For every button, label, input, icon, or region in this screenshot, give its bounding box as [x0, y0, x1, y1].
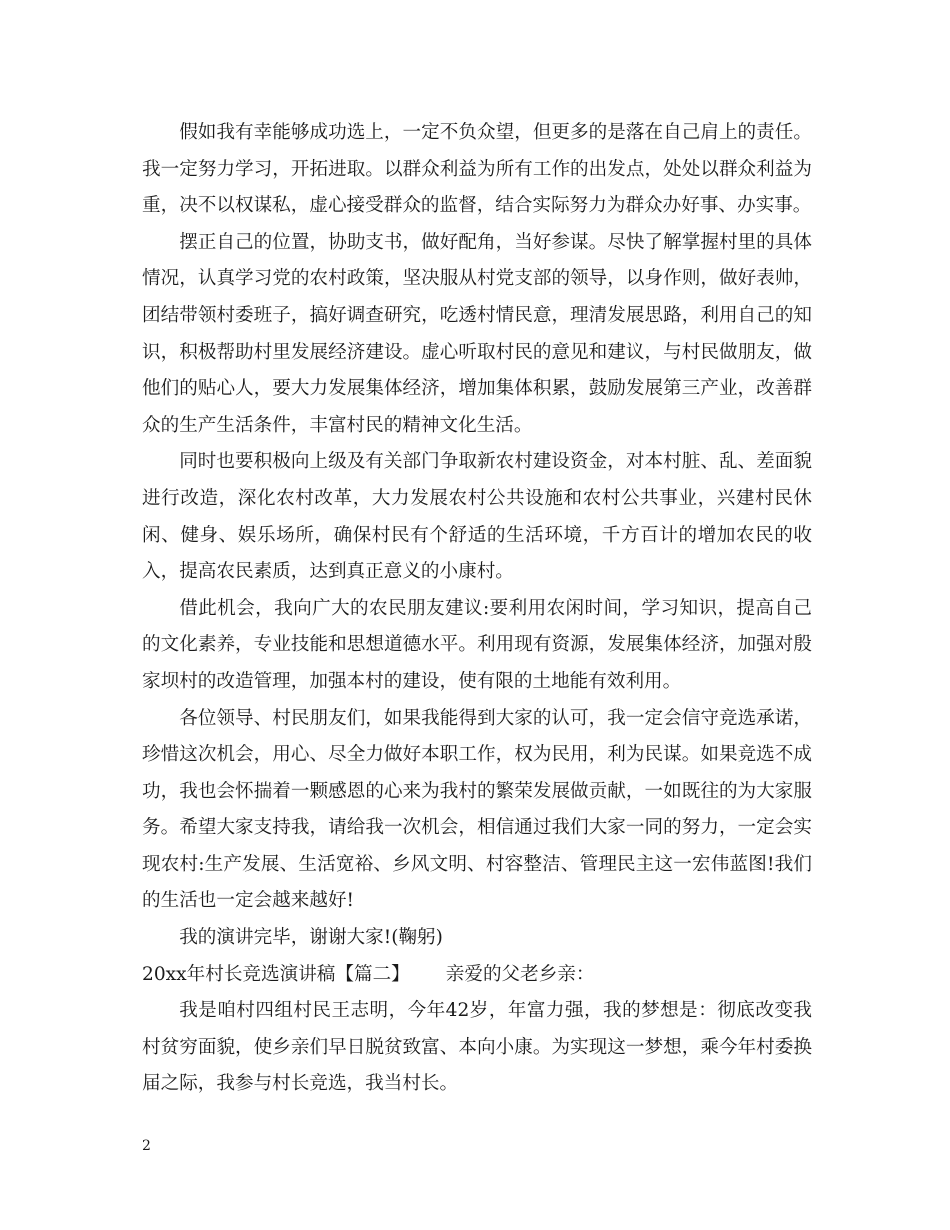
document-body	[142, 115, 812, 1103]
page-number: 2	[142, 1138, 151, 1154]
paragraph: 我的演讲完毕，谢谢大家!(鞠躬)	[179, 927, 443, 949]
paragraph: 假如我有幸能够成功选上，一定不负众望，但更多的是落在自己肩上的责任。我一定努力学习，开拓进取。以群众利益为所有工作的出发点，处处以群众利益为重，决不以权谋私，虚心接受群众的监督，结合实际努力为群众办好事、办实事。	[142, 122, 812, 217]
paragraph: 各位领导、村民朋友们，如果我能得到大家的认可，我一定会信守竞选承诺，珍惜这次机会，用心、尽全力做好本职工作，权为民用，利为民谋。如果竞选不成功，我也会怀揣着一颗感恩的心来为我村的繁荣发展做贡献，一如既往的为大家服务。希望大家支持我，请给我一次机会，相信通过我们大家一同的努力，一定会实现农村:生产发展、生活宽裕、乡风文明、村容整洁、管理民主这一宏伟蓝图!我们的生活也一定会越来越好!	[142, 707, 812, 912]
paragraph: 借此机会，我向广大的农民朋友建议:要利用农闲时间，学习知识，提高自己的文化素养，专业技能和思想道德水平。利用现有资源，发展集体经济，加强对殷家坝村的改造管理，加强本村的建设，使有限的土地能有效利用。	[142, 597, 812, 692]
paragraph: 我是咱村四组村民王志明，今年42岁，年富力强，我的梦想是：彻底改变我村贫穷面貌，使乡亲们早日脱贫致富、本向小康。为实现这一梦想，乘今年村委换届之际，我参与村长竞选，我当村长。	[142, 1000, 812, 1095]
paragraph: 同时也要积极向上级及有关部门争取新农村建设资金，对本村脏、乱、差面貌进行改造，深化农村改革，大力发展农村公共设施和农村公共事业，兴建村民休闲、健身、娱乐场所，确保村民有个舒适的生活环境，千方百计的增加农民的收入，提高农民素质，达到真正意义的小康村。	[142, 451, 812, 583]
section-heading-line	[142, 957, 812, 994]
salutation: 亲爱的父老乡亲：	[445, 963, 595, 985]
paragraph: 摆正自己的位置，协助支书，做好配角，当好参谋。尽快了解掌握村里的具体情况，认真学习党的农村政策，坚决服从村党支部的领导，以身作则，做好表帅，团结带领村委班子，搞好调查研究，吃透村情民意，理清发展思路，利用自己的知识，积极帮助村里发展经济建设。虚心听取村民的意见和建议，与村民做朋友，做他们的贴心人，要大力发展集体经济，增加集体积累，鼓励发展第三产业，改善群众的生产生活条件，丰富村民的精神文化生活。	[142, 231, 812, 436]
section-title: 20xx年村长竞选演讲稿【篇二】	[142, 963, 410, 985]
